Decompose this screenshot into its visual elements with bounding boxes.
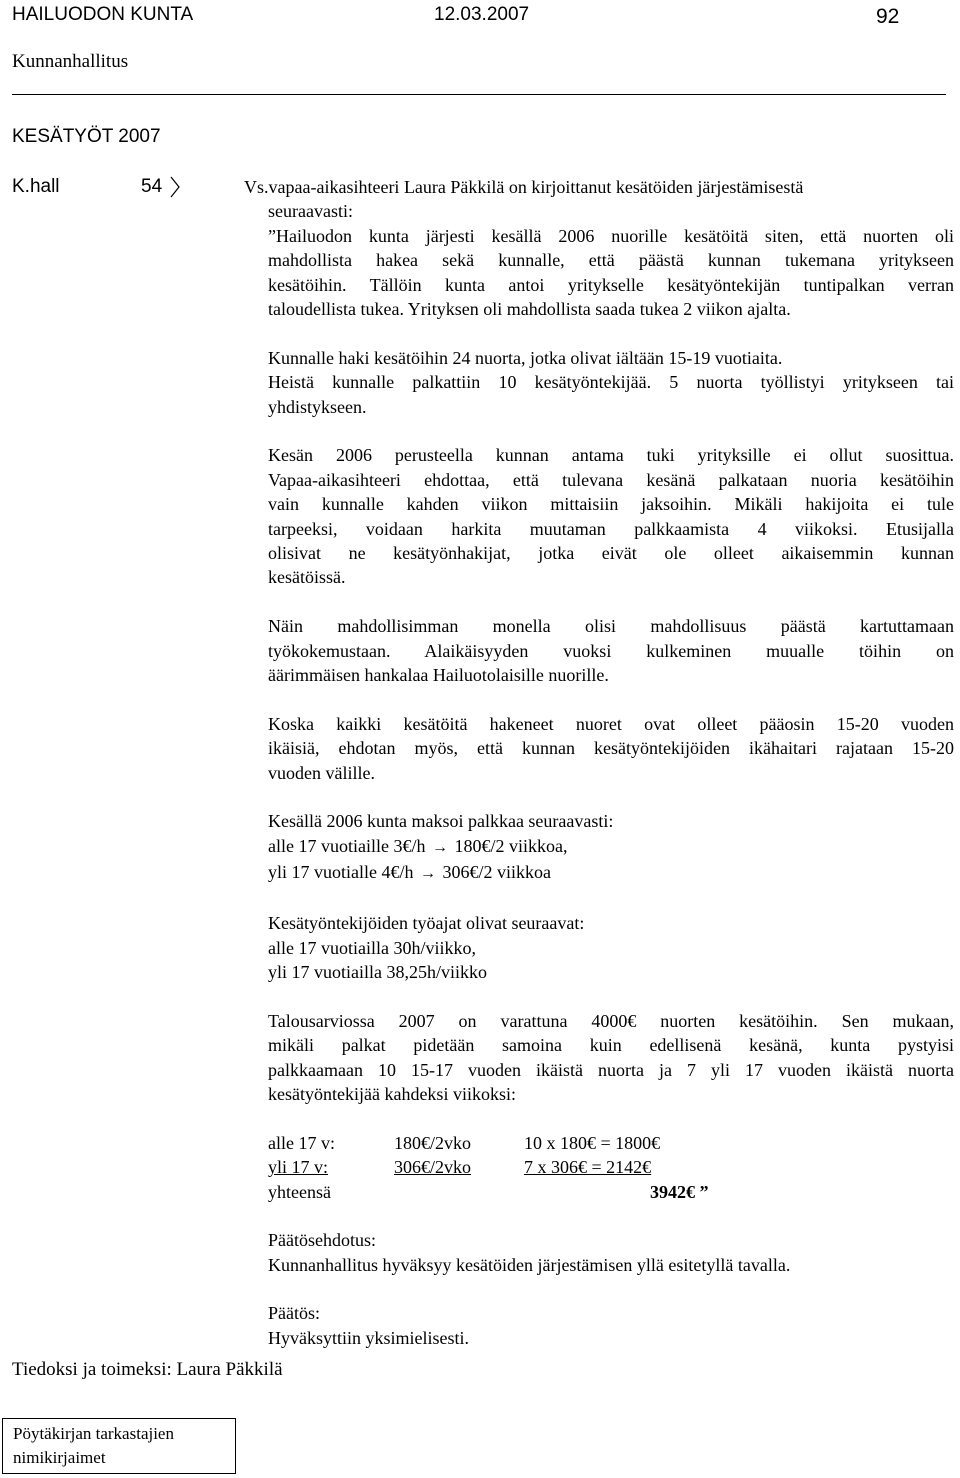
- wages-line-2-total: 306€/2 viikkoa: [442, 862, 551, 883]
- quote-line-3: kesätöihin. Tällöin kunta antoi yritykselle kesätyöntekijän tuntipalkan verran: [268, 274, 954, 295]
- calc-rate: 306€/2vko: [394, 1157, 472, 1178]
- wages-line-2-rate: yli 17 vuotialle 4€/h: [268, 862, 414, 883]
- meeting-date: 12.03.2007: [434, 4, 530, 25]
- calc-total-label: yhteensä: [268, 1181, 331, 1202]
- proposal-line-6: kesätöissä.: [268, 567, 346, 588]
- wages-line-1: [268, 834, 954, 860]
- wages-line-1-total: 180€/2 viikkoa,: [454, 835, 568, 856]
- proposal-line-5: olisivat ne kesätyönhakijat, jotka eivät ole olleet aikaisemmin kunnan: [268, 543, 954, 564]
- applicants-line-2: Heistä kunnalle palkattiin 10 kesätyöntekijää. 5 nuorta työllistyi yritykseen tai: [268, 372, 954, 393]
- proposal-line-4: tarpeeksi, voidaan harkita muutaman palkkaamista 4 viikoksi. Etusijalla: [268, 518, 954, 539]
- initials-box-line-2: nimikirjaimet: [13, 1448, 106, 1467]
- calc-group: yli 17 v:: [268, 1157, 329, 1178]
- age-range-line-3: vuoden välille.: [268, 762, 375, 783]
- quote-line-2: mahdollista hakea sekä kunnalle, että päästä kunnan tukemana yritykseen: [268, 250, 954, 271]
- intro-vs: Vs.: [244, 177, 269, 197]
- hours-line-1: alle 17 vuotiailla 30h/viikko,: [268, 937, 476, 958]
- distribution-note: Tiedoksi ja toimeksi: Laura Päkkilä: [12, 1359, 283, 1380]
- quote-line-1: ”Hailuodon kunta järjesti kesällä 2006 nuorille kesätöitä siten, että nuorten oli: [268, 225, 954, 246]
- section-mark-icon: [169, 176, 181, 198]
- section-ref-number: 54: [141, 176, 163, 197]
- decision-text: Hyväksyttiin yksimielisesti.: [268, 1327, 469, 1348]
- initials-box-line-1: Pöytäkirjan tarkastajien: [13, 1424, 174, 1443]
- intro-line-2: seuraavasti:: [268, 201, 353, 222]
- calc-rate: 180€/2vko: [394, 1132, 472, 1153]
- decision-proposal-label: Päätösehdotus:: [268, 1230, 376, 1251]
- budget-line-2: mikäli palkat pidetään samoina kuin edellisenä kesänä, kunta pystyisi: [268, 1035, 954, 1056]
- proposal-line-3: vain kunnalle kahden viikon mittaisiin jaksoihin. Mikäli hakijoita ei tule: [268, 494, 954, 515]
- section-title: KESÄTYÖT 2007: [12, 126, 161, 147]
- applicants-line-3: yhdistykseen.: [268, 396, 367, 417]
- signature-initials-box: [2, 1418, 236, 1474]
- applicants-line-1: Kunnalle haki kesätöihin 24 nuorta, jotka olivat iältään 15-19 vuotiaita.: [268, 347, 783, 368]
- proposal-line-2: Vapaa-aikasihteeri ehdottaa, että tulevana kesänä palkataan nuoria kesätöihin: [268, 469, 954, 490]
- proposal-line-1: Kesän 2006 perusteella kunnan antama tuki yrityksille ei ollut suosittua.: [268, 445, 954, 466]
- intro-line-1: vapaa-aikasihteeri Laura Päkkilä on kirjoittanut kesätöiden järjestämisestä: [268, 177, 804, 197]
- arrow-right-icon: →: [431, 838, 448, 856]
- quote-line-4: taloudellista tukea. Yrityksen oli mahdollista saada tukea 2 viikon ajalta.: [268, 299, 791, 320]
- arrow-right-icon: →: [420, 865, 436, 883]
- hours-title: Kesätyöntekijöiden työajat olivat seuraavat:: [268, 913, 585, 934]
- wages-line-2: [268, 860, 954, 886]
- header-rule: [12, 94, 946, 95]
- experience-line-1: Näin mahdollisimman monella olisi mahdollisuus päästä kartuttamaan: [268, 616, 954, 637]
- wages-title: Kesällä 2006 kunta maksoi palkkaa seuraavasti:: [268, 811, 614, 832]
- age-range-line-2: ikäisiä, ehdotan myös, että kunnan kesätyöntekijöiden ikähaitari rajataan 15-20: [268, 738, 954, 759]
- budget-line-3: palkkaamaan 10 15-17 vuoden ikäistä nuorta ja 7 yli 17 vuoden ikäistä nuorta: [268, 1059, 954, 1080]
- decision-proposal-text: Kunnanhallitus hyväksyy kesätöiden järjestämisen yllä esitetyllä tavalla.: [268, 1254, 791, 1275]
- hours-line-2: yli 17 vuotiailla 38,25h/viikko: [268, 961, 487, 982]
- page-number: 92: [876, 5, 900, 28]
- calc-formula: 7 x 306€ = 2142€: [524, 1157, 652, 1178]
- governing-body: Kunnanhallitus: [12, 51, 129, 72]
- organization-name: HAILUODON KUNTA: [12, 4, 194, 25]
- decision-label: Päätös:: [268, 1303, 320, 1324]
- wages-line-1-rate: alle 17 vuotiaille 3€/h: [268, 835, 426, 856]
- budget-line-4: kesätyöntekijää kahdeksi viikoksi:: [268, 1083, 516, 1104]
- calc-group: alle 17 v:: [268, 1132, 335, 1153]
- experience-line-2: työkokemustaan. Alaikäisyyden vuoksi kulkeminen muualle töihin on: [268, 640, 954, 661]
- calc-formula: 10 x 180€ = 1800€: [524, 1132, 661, 1153]
- section-ref-label: K.hall: [12, 176, 60, 197]
- experience-line-3: äärimmäisen hankalaa Hailuotolaisille nuorille.: [268, 665, 609, 686]
- calc-total-value: 3942€ ”: [650, 1181, 709, 1202]
- calc-row-under-17: [268, 1131, 954, 1155]
- document-body: [244, 175, 954, 1350]
- calc-row-over-17: [268, 1155, 954, 1179]
- age-range-line-1: Koska kaikki kesätöitä hakeneet nuoret ovat olleet pääosin 15-20 vuoden: [268, 713, 954, 734]
- calc-row-total: [268, 1180, 954, 1204]
- budget-line-1: Talousarviossa 2007 on varattuna 4000€ nuorten kesätöihin. Sen mukaan,: [268, 1010, 954, 1031]
